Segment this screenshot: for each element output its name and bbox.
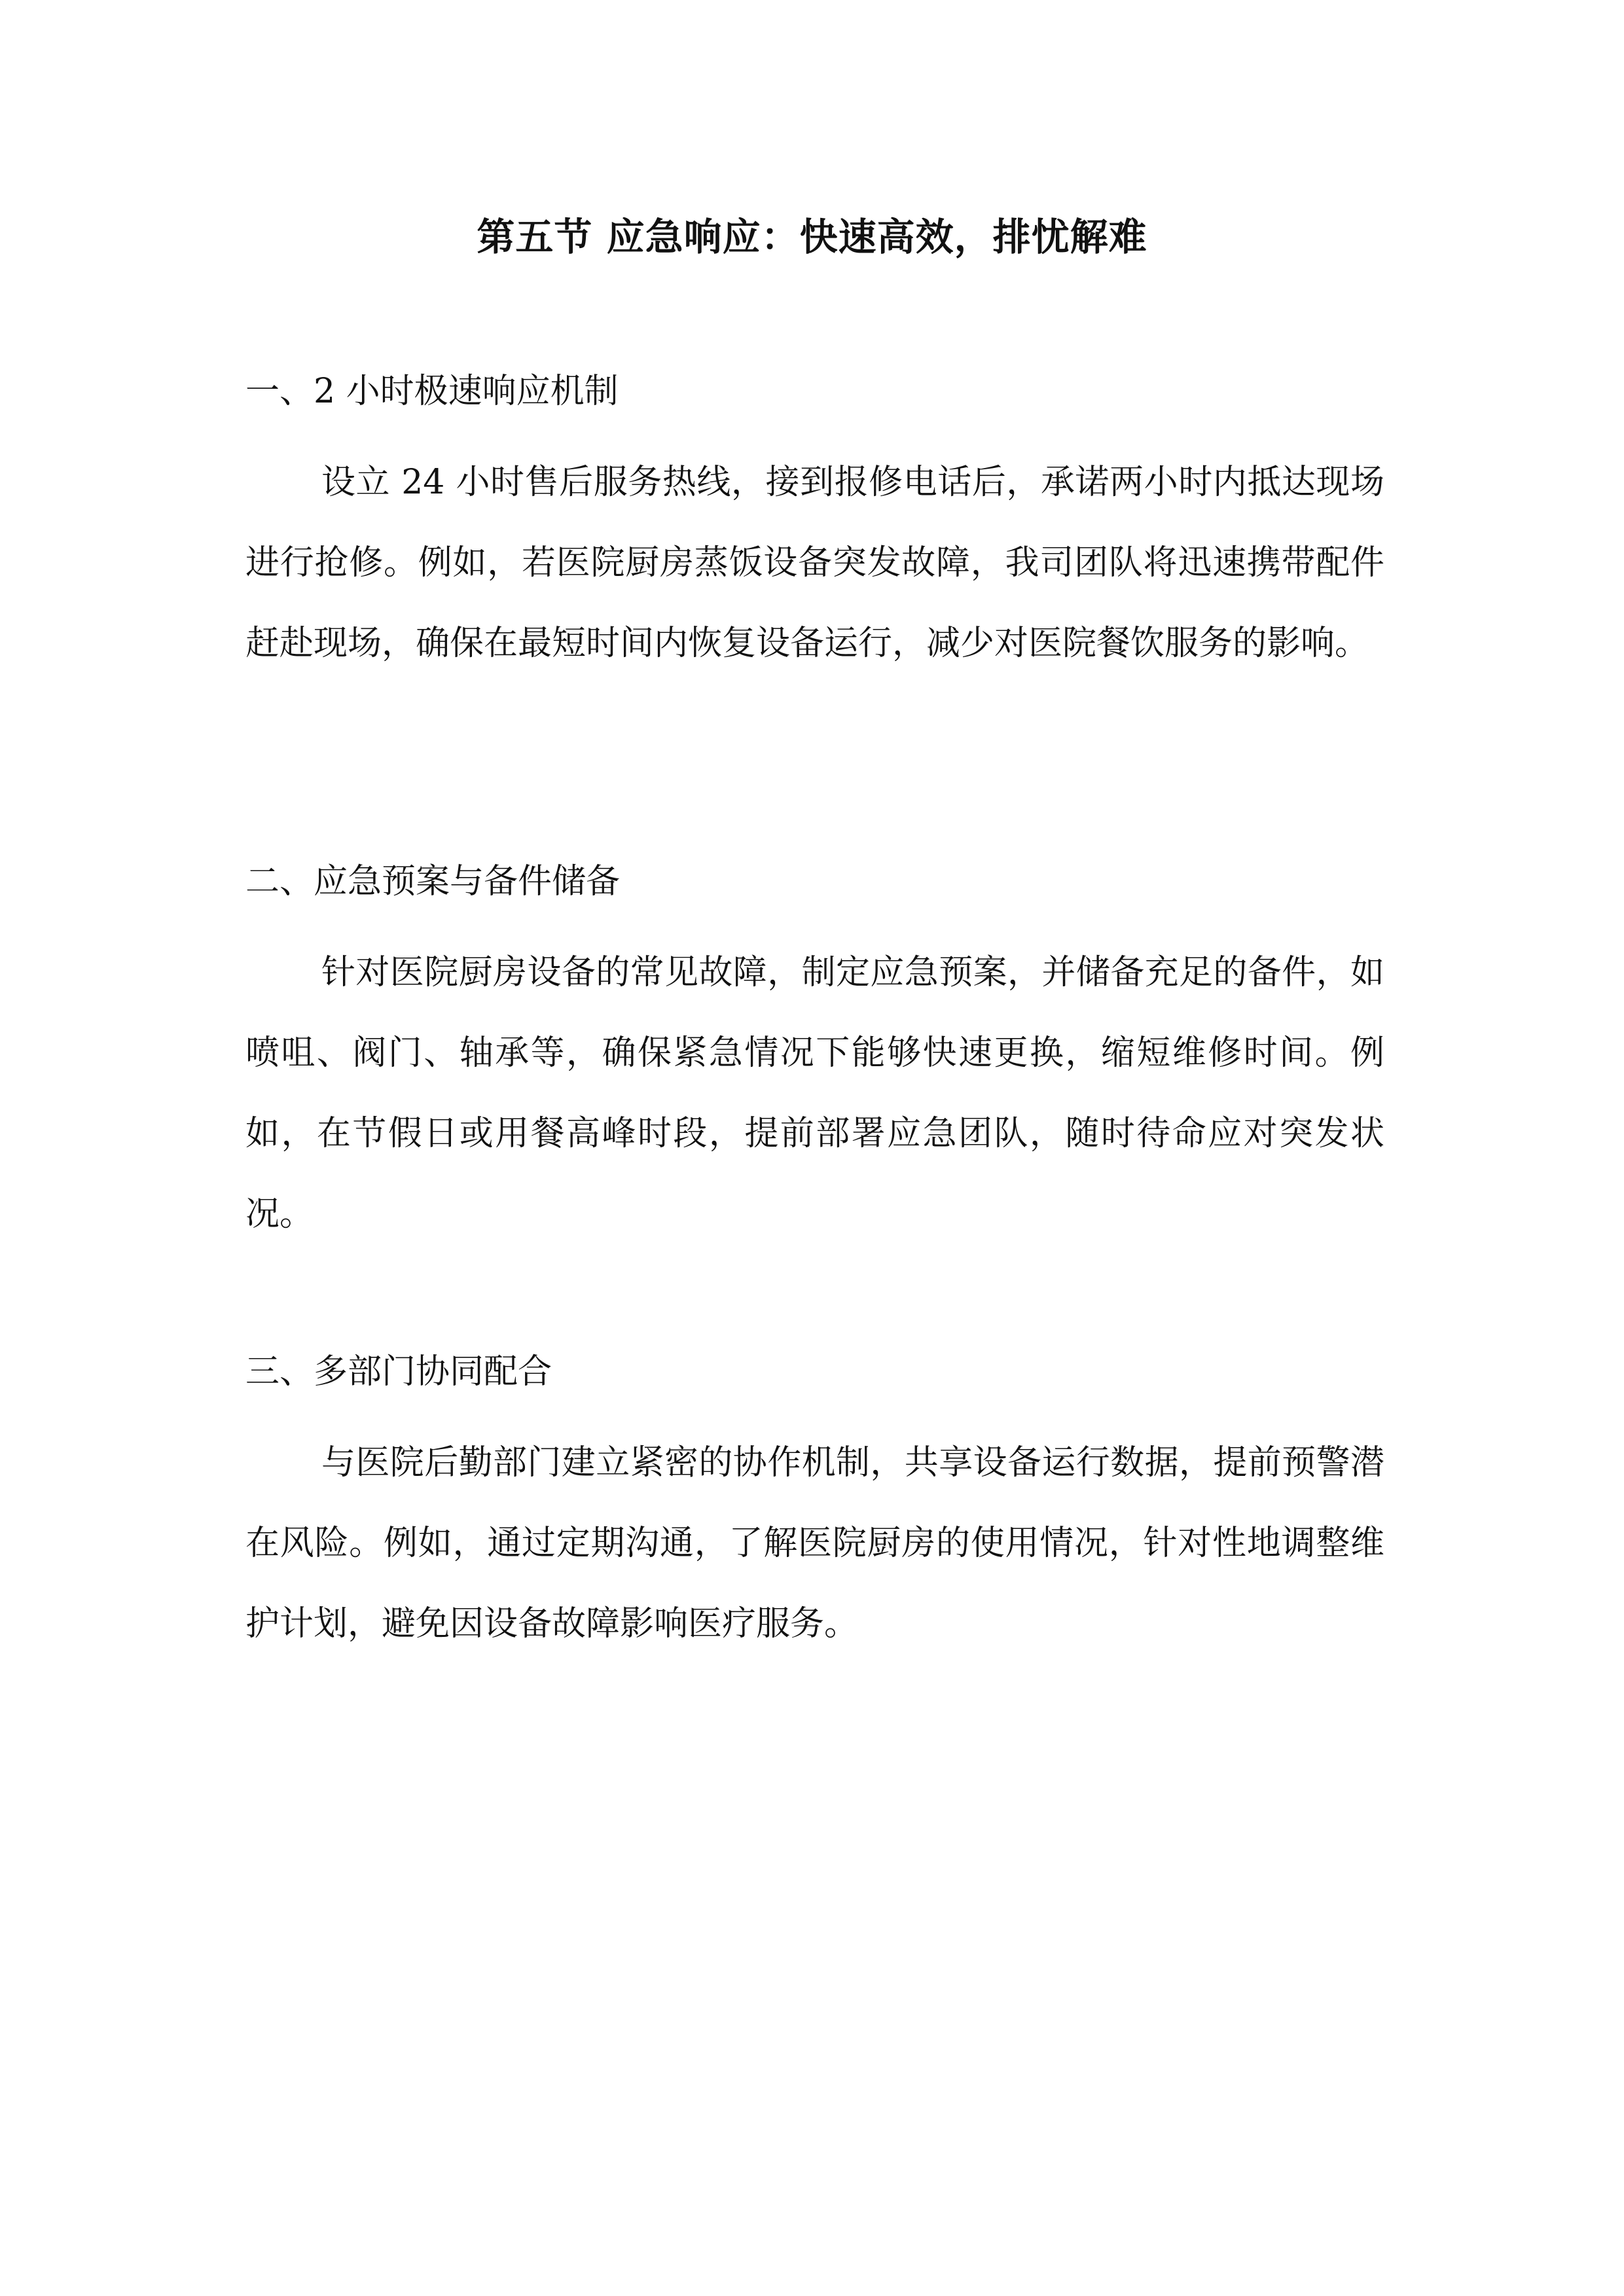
section-emergency-plan — [245, 862, 1384, 1255]
section-paragraph: 设立 24 小时售后服务热线，接到报修电话后，承诺两小时内抵达现场进行抢修。例如，若医院厨房蒸饭设备突发故障，我司团队将迅速携带配件赶赴现场，确保在最短时间内恢复设备运行，减少对医院餐饮服务的影响。 — [245, 463, 1384, 663]
page-title: 第五节 应急响应：快速高效，排忧解难 — [477, 215, 1147, 259]
section-response-mechanism — [245, 372, 1384, 684]
section-heading: 二、应急预案与备件储备 — [245, 862, 621, 901]
section-heading: 三、多部门协同配合 — [245, 1352, 552, 1391]
section-coordination — [245, 1352, 1384, 1664]
section-paragraph: 与医院后勤部门建立紧密的协作机制，共享设备运行数据，提前预警潜在风险。例如，通过定期沟通，了解医院厨房的使用情况，针对性地调整维护计划，避免因设备故障影响医疗服务。 — [245, 1443, 1384, 1643]
section-paragraph: 针对医院厨房设备的常见故障，制定应急预案，并储备充足的备件，如喷咀、阀门、轴承等，确保紧急情况下能够快速更换，缩短维修时间。例如，在节假日或用餐高峰时段，提前部署应急团队，随时待命应对突发状况。 — [245, 953, 1384, 1234]
section-heading: 一、2 小时极速响应机制 — [245, 372, 619, 411]
